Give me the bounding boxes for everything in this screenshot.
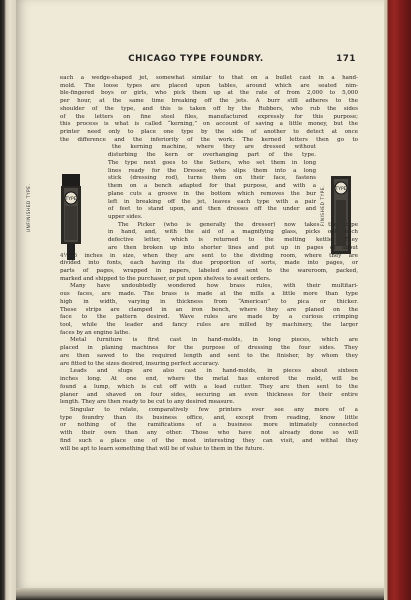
body-line: type foundry than its business office, and, except from reading, know little [60,414,358,421]
body-line: inches long. At one end, where the metal has entered the mold, will be [60,376,358,383]
body-line: Many have undoubtedly wondered how brass rules, with their multitari- [70,283,358,290]
body-line: Leads and slugs are also cast in hand-molds, in pieces about sixteen [70,368,358,375]
body-line: ble-fingered boys or girls, who pick them up at the rate of from 2,000 to 5,000 [60,90,358,97]
body-line: 4½×6 inches in size, when they are sent to the dividing room, where they are [60,252,358,259]
body-line: planer and shaved on four sides, securing an even thickness for their entire [60,391,358,398]
body-line: are then sawed to the required length and sent to the finisher, by whom they [60,352,358,359]
body-line: length. They are then ready to be cut to any desired measure. [60,399,235,406]
body-line: find such a place one of the most interesting they can visit, and withal they [60,437,358,444]
body-line: These strips are clamped in an iron bench, where they are planed on the [60,306,358,313]
finished-type-label: FINISHED TYPE. [320,184,325,226]
body-line: of feet to stand upon, and then dresses off the under and [108,206,316,213]
body-line: defective letter, which is returned to the melting kettle. They [108,237,358,244]
body-line: or nothing of the ramifications of a business more intimately connected [60,422,358,429]
body-line: printer need only to place one type by the side of another to detect at once [60,129,358,136]
body-line: Singular to relate, comparatively few printers ever see any more of a [70,406,358,413]
body-line: The type next goes to the Setters, who set them in long [108,159,316,166]
body-line: will be apt to learn something that will be of value to them in the future. [60,445,265,452]
body-line: them on a bench adapted for that purpose, and with a [108,183,316,190]
svg-text:TYPE: TYPE [335,187,347,192]
body-line: disturbing the kern or overhanging part of the type. [108,152,316,159]
body-line: marked and shipped to the purchaser, or put upon shelves to await orders. [60,275,271,282]
body-line: each a wedge-shaped jet, somewhat similar to that on a bullet cast in a hand- [60,75,358,81]
body-line: this process is what is called “kerning,” on account of saving a little money, but the [60,121,358,128]
body-line: the difference and the inferiority of the work. The kerned letters then go to [60,136,358,143]
body-line: plane cuts a groove in the bottom which removes the bur [108,190,316,197]
body-line: divided into fonts, each having its due proportion of sorts, made into pages, or [60,260,358,267]
body-line: ous faces, are made. The brass is made at the mills a little more than type [60,291,358,298]
body-line: per hour, at the same time breaking off the jets. A burr still adheres to the [60,98,358,105]
body-line: found a lump, which is cut off with a lead cutter. They are then sent to the [60,383,358,390]
body-line: parts of pages, wrapped in papers, labeled and sent to the wareroom, packed, [60,268,358,274]
body-line: are fitted to the sizes desired, insuring perfect accuracy. [60,360,220,367]
body-line: faces by an engine lathe. [60,329,131,336]
body-line: The Picker (who is generally the dresser) now takes the type [118,221,358,228]
page-number: 171 [336,54,356,64]
svg-text:TYPE: TYPE [65,197,77,202]
running-head: CHICAGO TYPE FOUNDRY. [128,54,264,64]
body-line: stick (dressing rod), turns them on their face, fastens [108,175,316,182]
body-line: mold. The loose types are placed upon tables, around which are seated nim- [60,82,358,89]
body-line: Metal furniture is first cast in hand-molds, in long pieces, which are [70,337,358,344]
body-line: the kerning machine, where they are dressed without [112,144,316,151]
body-line: left in breaking off the jet, leaves each type with a pair [108,198,316,205]
body-line: shoulder of the type, and this is taken off by the Rubbers, who rub the sides [60,105,358,112]
body-line: tool, while the leader and fancy rules are milled by machinery, the larger [60,322,358,329]
body-line: placed in planing machines for the purpose of dressing the four sides. They [60,345,358,352]
body-line: in hand, and, with the aid of a magnifying glass, picks out each [108,229,358,236]
body-line: are then broken up into shorter lines and put up in pages of about [108,244,358,251]
body-line: with their own than any other. Those who have not already done so will [60,430,358,437]
body-line: of the letters on fine steel files, manufactured expressly for this purpose; [60,113,358,120]
body-line: high in width, varying in thickness from “American” to pica or thicker. [60,298,358,305]
body-line: lines ready for the Dresser, who slips them into a long [108,167,316,174]
unfinished-type-label: UNFINISHED TYPE. [26,183,31,232]
body-line: face to the pattern desired. Wave rules are made by a curious crimping [60,314,358,321]
body-line: upper sides. [108,213,143,220]
